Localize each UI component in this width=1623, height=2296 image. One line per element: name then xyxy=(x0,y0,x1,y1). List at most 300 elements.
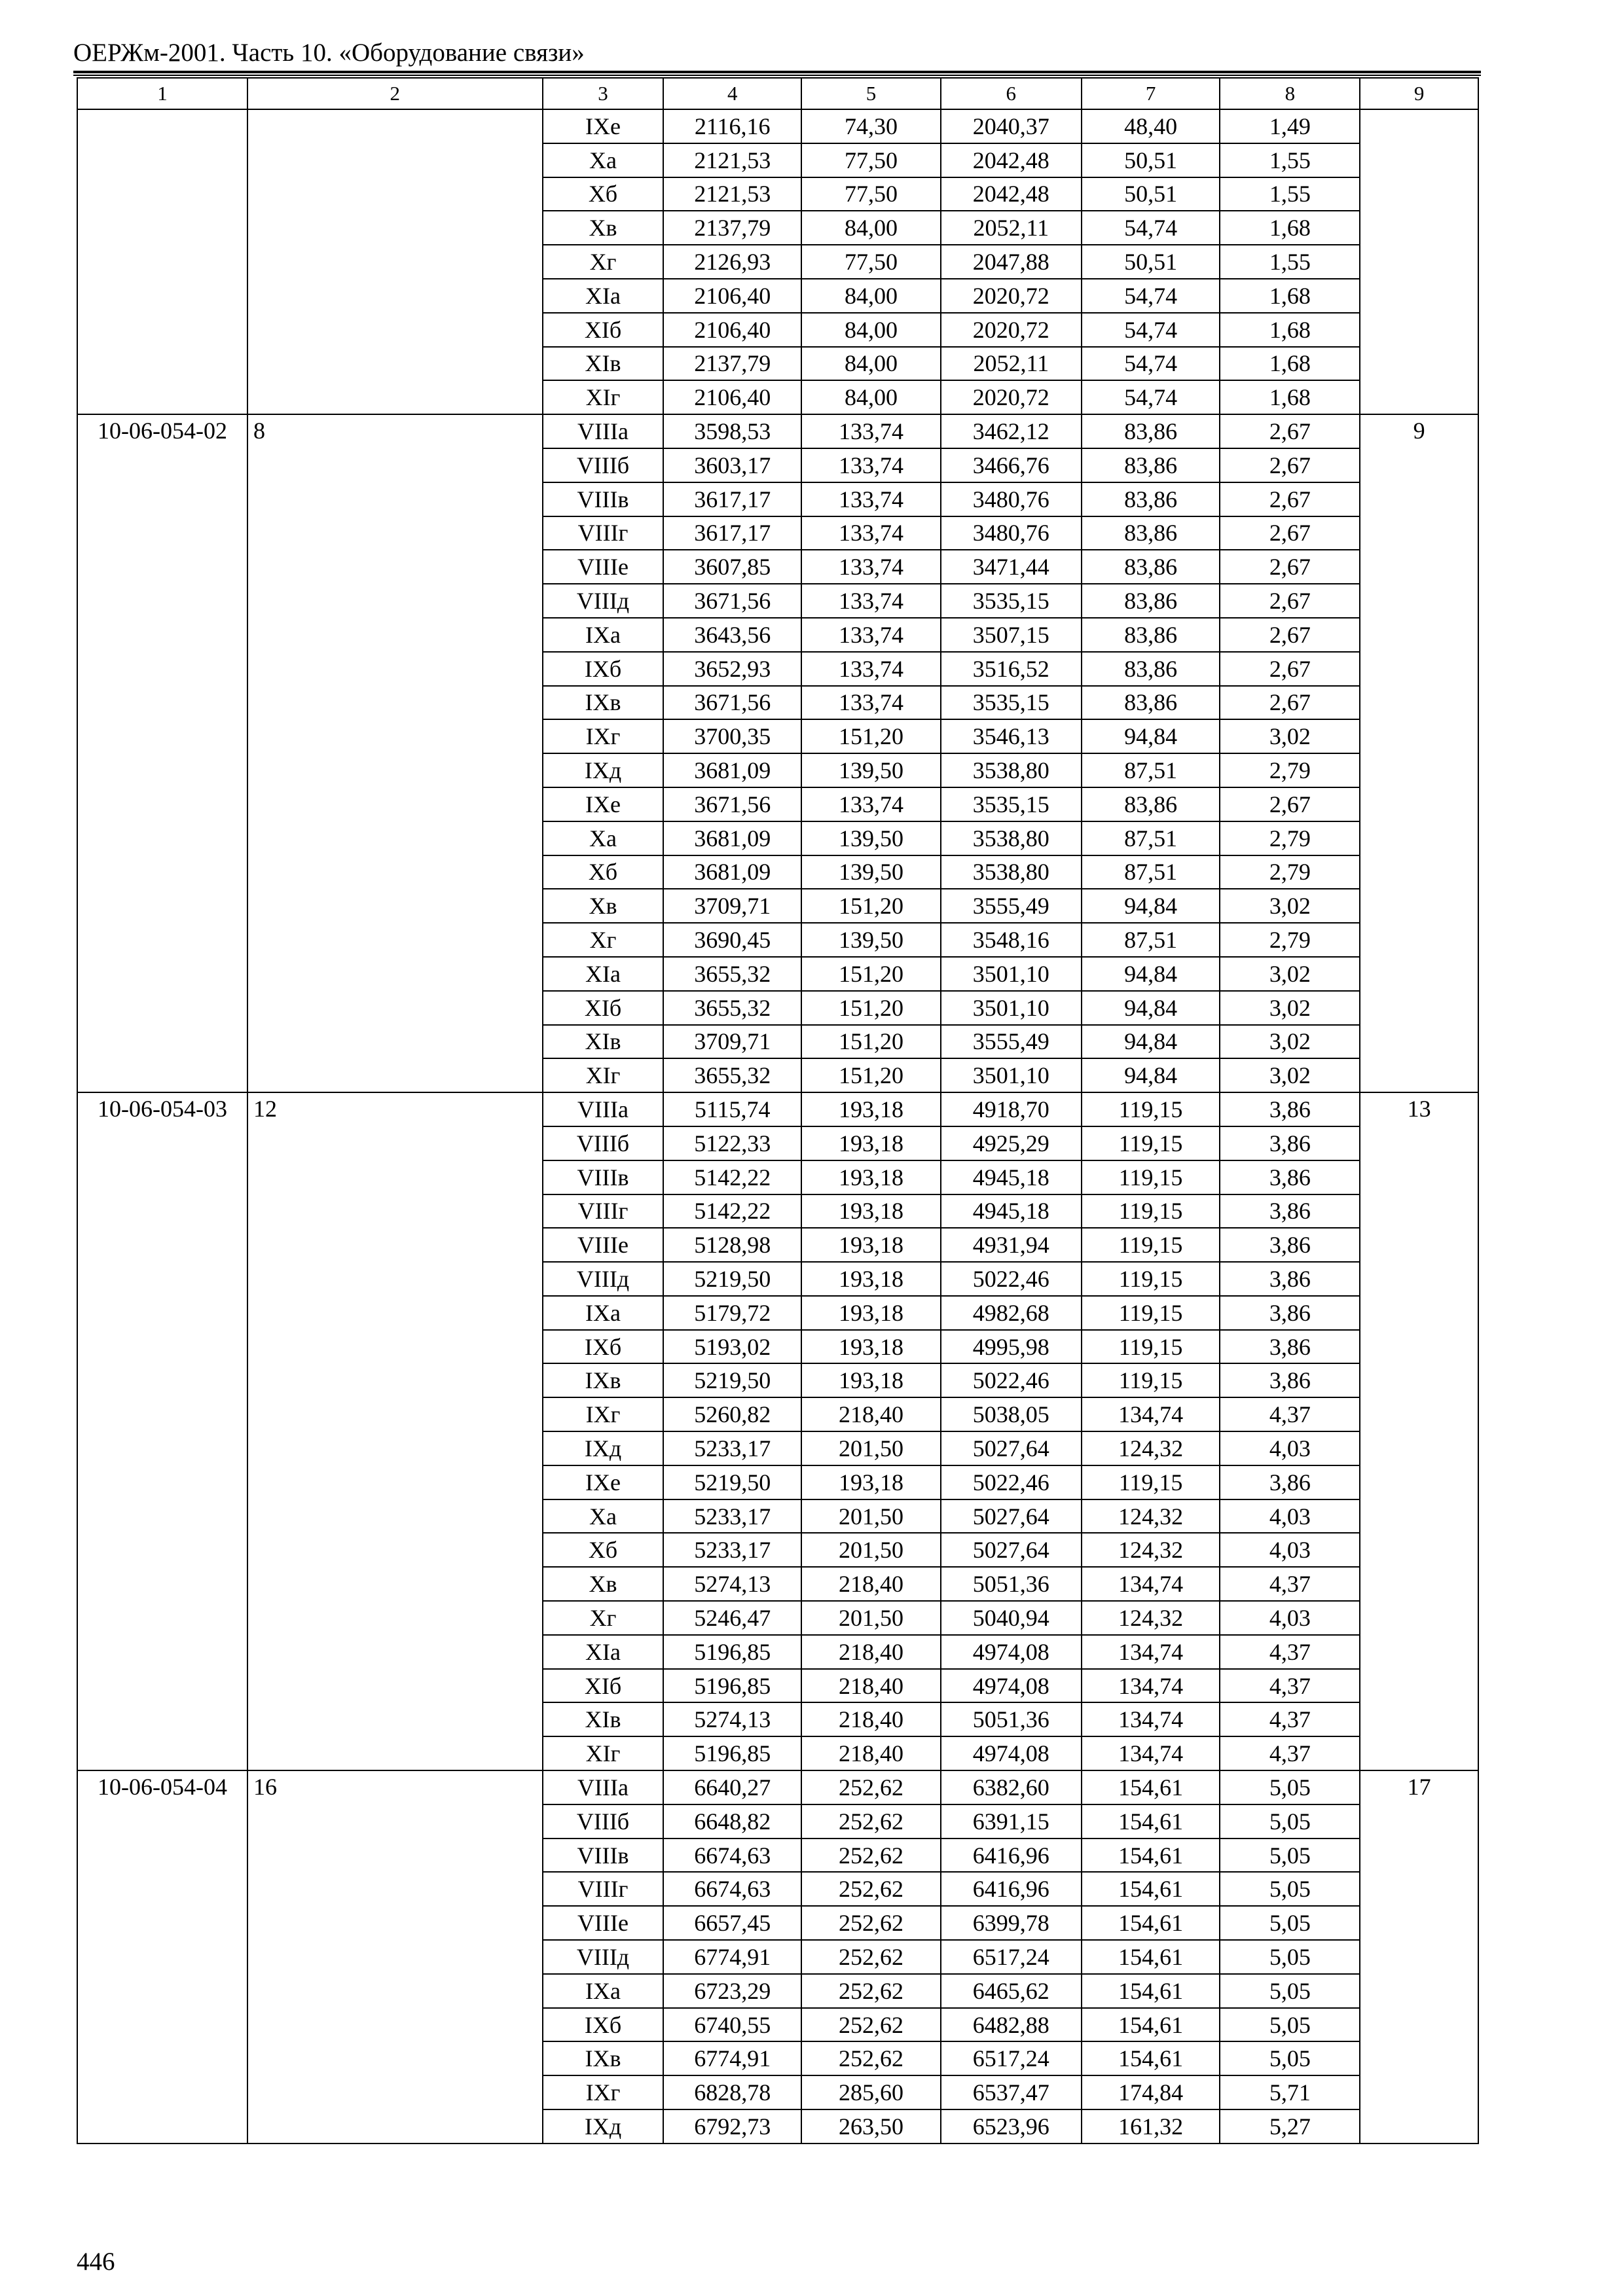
cost-equipment-cell: 3466,76 xyxy=(941,448,1082,482)
labor-hours-cell: 54,74 xyxy=(1082,380,1220,414)
labor-hours-cell: 87,51 xyxy=(1082,923,1220,957)
cost-total-cell: 3603,17 xyxy=(663,448,801,482)
cost-wages-cell: 201,50 xyxy=(801,1533,941,1567)
cost-wages-cell: 84,00 xyxy=(801,380,941,414)
cost-equipment-cell: 4918,70 xyxy=(941,1092,1082,1126)
cost-wages-cell: 201,50 xyxy=(801,1499,941,1534)
cost-total-cell: 5219,50 xyxy=(663,1262,801,1296)
cost-equipment-cell: 4995,98 xyxy=(941,1330,1082,1364)
cost-wages-cell: 285,60 xyxy=(801,2075,941,2109)
cost-wages-cell: 133,74 xyxy=(801,414,941,448)
machine-hours-cell: 5,05 xyxy=(1220,1770,1360,1804)
cost-total-cell: 2106,40 xyxy=(663,279,801,313)
machine-hours-cell: 4,37 xyxy=(1220,1736,1360,1770)
zone-cell: Xг xyxy=(543,1601,664,1635)
table-row xyxy=(77,414,1478,448)
cost-total-cell: 6648,82 xyxy=(663,1804,801,1839)
zone-cell: Xв xyxy=(543,211,664,245)
zone-cell: VIIIа xyxy=(543,1770,664,1804)
cost-equipment-cell: 3471,44 xyxy=(941,550,1082,584)
labor-hours-cell: 83,86 xyxy=(1082,584,1220,618)
machine-hours-cell: 3,86 xyxy=(1220,1126,1360,1160)
machine-hours-cell: 2,67 xyxy=(1220,584,1360,618)
machine-hours-cell: 1,68 xyxy=(1220,347,1360,381)
machine-hours-cell: 1,68 xyxy=(1220,313,1360,347)
cost-wages-cell: 84,00 xyxy=(801,347,941,381)
machine-hours-cell: 2,67 xyxy=(1220,787,1360,821)
cost-equipment-cell: 3480,76 xyxy=(941,482,1082,516)
zone-cell: VIIIг xyxy=(543,516,664,550)
machine-hours-cell: 5,05 xyxy=(1220,1839,1360,1873)
cost-equipment-cell: 2052,11 xyxy=(941,211,1082,245)
cost-wages-cell: 218,40 xyxy=(801,1702,941,1736)
labor-hours-cell: 87,51 xyxy=(1082,753,1220,787)
cost-wages-cell: 252,62 xyxy=(801,1906,941,1940)
zone-cell: XIа xyxy=(543,957,664,991)
cost-equipment-cell: 3538,80 xyxy=(941,753,1082,787)
zone-cell: VIIIв xyxy=(543,1160,664,1194)
cost-wages-cell: 77,50 xyxy=(801,177,941,211)
cost-total-cell: 2106,40 xyxy=(663,313,801,347)
cost-total-cell: 5196,85 xyxy=(663,1736,801,1770)
machine-hours-cell: 2,67 xyxy=(1220,414,1360,448)
labor-hours-cell: 161,32 xyxy=(1082,2109,1220,2144)
labor-hours-cell: 154,61 xyxy=(1082,2008,1220,2042)
column-number: 7 xyxy=(1082,78,1220,109)
machine-hours-cell: 5,05 xyxy=(1220,1940,1360,1974)
zone-cell: VIIIе xyxy=(543,1228,664,1262)
labor-hours-cell: 119,15 xyxy=(1082,1363,1220,1397)
cost-equipment-cell: 6523,96 xyxy=(941,2109,1082,2144)
cost-wages-cell: 133,74 xyxy=(801,516,941,550)
labor-hours-cell: 119,15 xyxy=(1082,1262,1220,1296)
machine-hours-cell: 4,03 xyxy=(1220,1533,1360,1567)
labor-hours-cell: 50,51 xyxy=(1082,143,1220,177)
cost-wages-cell: 133,74 xyxy=(801,584,941,618)
machine-hours-cell: 3,02 xyxy=(1220,1058,1360,1092)
labor-hours-cell: 119,15 xyxy=(1082,1194,1220,1229)
cost-equipment-cell: 2020,72 xyxy=(941,279,1082,313)
cost-wages-cell: 151,20 xyxy=(801,1025,941,1059)
machine-hours-cell: 4,37 xyxy=(1220,1635,1360,1669)
cost-wages-cell: 133,74 xyxy=(801,787,941,821)
cost-equipment-cell: 4945,18 xyxy=(941,1160,1082,1194)
machine-hours-cell: 3,02 xyxy=(1220,991,1360,1025)
machine-hours-cell: 3,86 xyxy=(1220,1228,1360,1262)
zone-cell: IXв xyxy=(543,1363,664,1397)
cost-total-cell: 6774,91 xyxy=(663,1940,801,1974)
cost-equipment-cell: 4974,08 xyxy=(941,1635,1082,1669)
machine-hours-cell: 5,05 xyxy=(1220,1804,1360,1839)
cost-wages-cell: 201,50 xyxy=(801,1431,941,1465)
cost-wages-cell: 139,50 xyxy=(801,923,941,957)
cost-wages-cell: 133,74 xyxy=(801,618,941,652)
zone-cell: IXе xyxy=(543,1465,664,1499)
labor-hours-cell: 87,51 xyxy=(1082,855,1220,889)
cost-wages-cell: 133,74 xyxy=(801,448,941,482)
column-number: 2 xyxy=(247,78,543,109)
zone-cell: VIIIд xyxy=(543,1940,664,1974)
labor-hours-cell: 83,86 xyxy=(1082,686,1220,720)
cost-equipment-cell: 5027,64 xyxy=(941,1499,1082,1534)
zone-cell: XIб xyxy=(543,991,664,1025)
column-number: 4 xyxy=(663,78,801,109)
cost-total-cell: 2116,16 xyxy=(663,109,801,143)
labor-hours-cell: 124,32 xyxy=(1082,1601,1220,1635)
cost-wages-cell: 133,74 xyxy=(801,652,941,686)
cost-total-cell: 6792,73 xyxy=(663,2109,801,2144)
reference-cell: 16 xyxy=(247,1770,543,2144)
labor-hours-cell: 154,61 xyxy=(1082,1770,1220,1804)
cost-total-cell: 5246,47 xyxy=(663,1601,801,1635)
cost-equipment-cell: 6416,96 xyxy=(941,1872,1082,1906)
table-row xyxy=(77,109,1478,143)
cost-total-cell: 5115,74 xyxy=(663,1092,801,1126)
labor-hours-cell: 134,74 xyxy=(1082,1567,1220,1601)
zone-cell: VIIIа xyxy=(543,1092,664,1126)
zone-cell: IXе xyxy=(543,787,664,821)
cost-wages-cell: 252,62 xyxy=(801,1770,941,1804)
labor-hours-cell: 94,84 xyxy=(1082,719,1220,753)
cost-equipment-cell: 3462,12 xyxy=(941,414,1082,448)
cost-wages-cell: 252,62 xyxy=(801,1974,941,2008)
cost-total-cell: 3700,35 xyxy=(663,719,801,753)
zone-cell: VIIIд xyxy=(543,1262,664,1296)
reference-cell xyxy=(247,109,543,414)
cost-wages-cell: 252,62 xyxy=(801,2041,941,2075)
cost-equipment-cell: 3538,80 xyxy=(941,821,1082,855)
zone-cell: Xа xyxy=(543,1499,664,1534)
machine-hours-cell: 4,37 xyxy=(1220,1397,1360,1431)
machine-hours-cell: 2,67 xyxy=(1220,652,1360,686)
zone-cell: IXг xyxy=(543,2075,664,2109)
labor-hours-cell: 134,74 xyxy=(1082,1397,1220,1431)
zone-cell: Xв xyxy=(543,889,664,923)
cost-equipment-cell: 3555,49 xyxy=(941,1025,1082,1059)
cost-equipment-cell: 6482,88 xyxy=(941,2008,1082,2042)
machine-hours-cell: 4,37 xyxy=(1220,1669,1360,1703)
cost-total-cell: 6640,27 xyxy=(663,1770,801,1804)
machine-hours-cell: 2,67 xyxy=(1220,448,1360,482)
cost-equipment-cell: 4925,29 xyxy=(941,1126,1082,1160)
labor-hours-cell: 174,84 xyxy=(1082,2075,1220,2109)
zone-cell: XIв xyxy=(543,1025,664,1059)
cost-equipment-cell: 5038,05 xyxy=(941,1397,1082,1431)
cost-equipment-cell: 3507,15 xyxy=(941,618,1082,652)
labor-hours-cell: 83,86 xyxy=(1082,652,1220,686)
table-body xyxy=(77,78,1478,2144)
cost-wages-cell: 133,74 xyxy=(801,550,941,584)
rates-table xyxy=(77,77,1479,2144)
cost-equipment-cell: 6517,24 xyxy=(941,2041,1082,2075)
labor-hours-cell: 134,74 xyxy=(1082,1669,1220,1703)
cost-total-cell: 6774,91 xyxy=(663,2041,801,2075)
cost-equipment-cell: 3480,76 xyxy=(941,516,1082,550)
cost-wages-cell: 193,18 xyxy=(801,1092,941,1126)
cost-total-cell: 5233,17 xyxy=(663,1431,801,1465)
zone-cell: IXг xyxy=(543,719,664,753)
labor-hours-cell: 154,61 xyxy=(1082,1906,1220,1940)
cost-wages-cell: 193,18 xyxy=(801,1465,941,1499)
zone-cell: Xв xyxy=(543,1567,664,1601)
cost-wages-cell: 193,18 xyxy=(801,1330,941,1364)
cost-equipment-cell: 5051,36 xyxy=(941,1702,1082,1736)
machine-hours-cell: 5,71 xyxy=(1220,2075,1360,2109)
cost-wages-cell: 193,18 xyxy=(801,1363,941,1397)
machine-hours-cell: 4,37 xyxy=(1220,1702,1360,1736)
cost-equipment-cell: 3546,13 xyxy=(941,719,1082,753)
cost-total-cell: 5260,82 xyxy=(663,1397,801,1431)
cost-wages-cell: 218,40 xyxy=(801,1669,941,1703)
labor-hours-cell: 134,74 xyxy=(1082,1702,1220,1736)
column-number: 9 xyxy=(1360,78,1478,109)
column-number: 3 xyxy=(543,78,664,109)
machine-hours-cell: 2,67 xyxy=(1220,550,1360,584)
labor-hours-cell: 154,61 xyxy=(1082,1804,1220,1839)
zone-cell: VIIIв xyxy=(543,1839,664,1873)
cost-equipment-cell: 2020,72 xyxy=(941,313,1082,347)
cost-equipment-cell: 5027,64 xyxy=(941,1431,1082,1465)
cost-equipment-cell: 2052,11 xyxy=(941,347,1082,381)
zone-cell: VIIIд xyxy=(543,584,664,618)
cost-wages-cell: 151,20 xyxy=(801,889,941,923)
labor-hours-cell: 119,15 xyxy=(1082,1092,1220,1126)
labor-hours-cell: 119,15 xyxy=(1082,1296,1220,1330)
cost-total-cell: 3643,56 xyxy=(663,618,801,652)
cost-equipment-cell: 5051,36 xyxy=(941,1567,1082,1601)
cost-total-cell: 5128,98 xyxy=(663,1228,801,1262)
labor-hours-cell: 83,86 xyxy=(1082,414,1220,448)
cost-total-cell: 2121,53 xyxy=(663,143,801,177)
machine-hours-cell: 3,86 xyxy=(1220,1465,1360,1499)
machine-hours-cell: 3,02 xyxy=(1220,889,1360,923)
zone-cell: VIIIв xyxy=(543,482,664,516)
zone-cell: Xа xyxy=(543,821,664,855)
cost-total-cell: 6740,55 xyxy=(663,2008,801,2042)
cost-total-cell: 3681,09 xyxy=(663,855,801,889)
column-number-row xyxy=(77,78,1478,109)
machine-hours-cell: 5,05 xyxy=(1220,1872,1360,1906)
machine-hours-cell: 3,86 xyxy=(1220,1330,1360,1364)
labor-hours-cell: 154,61 xyxy=(1082,1839,1220,1873)
zone-cell: IXд xyxy=(543,1431,664,1465)
zone-cell: XIб xyxy=(543,313,664,347)
zone-cell: IXа xyxy=(543,618,664,652)
zone-cell: IXв xyxy=(543,2041,664,2075)
cost-wages-cell: 201,50 xyxy=(801,1601,941,1635)
cost-equipment-cell: 2042,48 xyxy=(941,177,1082,211)
machine-hours-cell: 1,68 xyxy=(1220,279,1360,313)
cost-wages-cell: 218,40 xyxy=(801,1567,941,1601)
zone-cell: IXв xyxy=(543,686,664,720)
cost-equipment-cell: 2020,72 xyxy=(941,380,1082,414)
machine-hours-cell: 5,05 xyxy=(1220,2041,1360,2075)
labor-hours-cell: 87,51 xyxy=(1082,821,1220,855)
machine-hours-cell: 1,49 xyxy=(1220,109,1360,143)
machine-hours-cell: 2,79 xyxy=(1220,753,1360,787)
cost-wages-cell: 151,20 xyxy=(801,719,941,753)
labor-hours-cell: 54,74 xyxy=(1082,279,1220,313)
cost-total-cell: 2121,53 xyxy=(663,177,801,211)
column-number: 8 xyxy=(1220,78,1360,109)
zone-cell: VIIIг xyxy=(543,1194,664,1229)
machine-hours-cell: 3,02 xyxy=(1220,719,1360,753)
column-number: 1 xyxy=(77,78,247,109)
machine-hours-cell: 2,79 xyxy=(1220,855,1360,889)
cost-total-cell: 3681,09 xyxy=(663,821,801,855)
cost-wages-cell: 252,62 xyxy=(801,1940,941,1974)
cost-wages-cell: 84,00 xyxy=(801,211,941,245)
cost-equipment-cell: 4945,18 xyxy=(941,1194,1082,1229)
cost-equipment-cell: 3501,10 xyxy=(941,957,1082,991)
cost-total-cell: 3690,45 xyxy=(663,923,801,957)
cost-total-cell: 5274,13 xyxy=(663,1567,801,1601)
zone-cell: Xб xyxy=(543,177,664,211)
cost-total-cell: 3709,71 xyxy=(663,889,801,923)
labor-hours-cell: 154,61 xyxy=(1082,1940,1220,1974)
zone-cell: Xг xyxy=(543,923,664,957)
rate-code-cell: 10-06-054-04 xyxy=(77,1770,247,2144)
cost-equipment-cell: 3555,49 xyxy=(941,889,1082,923)
machine-hours-cell: 3,02 xyxy=(1220,957,1360,991)
reference-cell: 8 xyxy=(247,414,543,1092)
cost-equipment-cell: 6537,47 xyxy=(941,2075,1082,2109)
cost-wages-cell: 84,00 xyxy=(801,279,941,313)
machine-hours-cell: 3,86 xyxy=(1220,1296,1360,1330)
cost-total-cell: 5233,17 xyxy=(663,1499,801,1534)
cost-equipment-cell: 5022,46 xyxy=(941,1465,1082,1499)
labor-hours-cell: 124,32 xyxy=(1082,1499,1220,1534)
cost-wages-cell: 218,40 xyxy=(801,1635,941,1669)
labor-hours-cell: 119,15 xyxy=(1082,1126,1220,1160)
zone-cell: IXг xyxy=(543,1397,664,1431)
labor-hours-cell: 94,84 xyxy=(1082,957,1220,991)
cost-equipment-cell: 6382,60 xyxy=(941,1770,1082,1804)
cost-wages-cell: 139,50 xyxy=(801,821,941,855)
machine-hours-cell: 4,37 xyxy=(1220,1567,1360,1601)
machine-hours-cell: 3,86 xyxy=(1220,1160,1360,1194)
reference-cell: 12 xyxy=(247,1092,543,1770)
machine-hours-cell: 4,03 xyxy=(1220,1499,1360,1534)
cost-total-cell: 5179,72 xyxy=(663,1296,801,1330)
zone-cell: Xг xyxy=(543,245,664,279)
machine-hours-cell: 2,79 xyxy=(1220,821,1360,855)
labor-hours-cell: 83,86 xyxy=(1082,618,1220,652)
cost-total-cell: 5274,13 xyxy=(663,1702,801,1736)
zone-cell: IXа xyxy=(543,1296,664,1330)
labor-hours-cell: 50,51 xyxy=(1082,177,1220,211)
labor-hours-cell: 94,84 xyxy=(1082,889,1220,923)
cost-total-cell: 3671,56 xyxy=(663,584,801,618)
zone-cell: VIIIе xyxy=(543,550,664,584)
cost-total-cell: 3655,32 xyxy=(663,957,801,991)
zone-cell: IXб xyxy=(543,2008,664,2042)
cost-equipment-cell: 3535,15 xyxy=(941,584,1082,618)
cost-wages-cell: 252,62 xyxy=(801,1839,941,1873)
cost-equipment-cell: 6391,15 xyxy=(941,1804,1082,1839)
cost-wages-cell: 193,18 xyxy=(801,1296,941,1330)
machine-hours-cell: 5,27 xyxy=(1220,2109,1360,2144)
labor-hours-cell: 119,15 xyxy=(1082,1330,1220,1364)
zone-cell: XIб xyxy=(543,1669,664,1703)
labor-hours-cell: 154,61 xyxy=(1082,1974,1220,2008)
labor-hours-cell: 119,15 xyxy=(1082,1228,1220,1262)
result-cell: 13 xyxy=(1360,1092,1478,1770)
cost-total-cell: 6674,63 xyxy=(663,1839,801,1873)
machine-hours-cell: 4,03 xyxy=(1220,1601,1360,1635)
labor-hours-cell: 54,74 xyxy=(1082,347,1220,381)
cost-wages-cell: 77,50 xyxy=(801,245,941,279)
zone-cell: XIг xyxy=(543,1736,664,1770)
cost-equipment-cell: 4982,68 xyxy=(941,1296,1082,1330)
cost-wages-cell: 193,18 xyxy=(801,1160,941,1194)
cost-wages-cell: 84,00 xyxy=(801,313,941,347)
zone-cell: XIв xyxy=(543,347,664,381)
header-rule xyxy=(73,75,1481,76)
zone-cell: Xб xyxy=(543,855,664,889)
cost-wages-cell: 193,18 xyxy=(801,1228,941,1262)
zone-cell: IXе xyxy=(543,109,664,143)
cost-equipment-cell: 4974,08 xyxy=(941,1669,1082,1703)
machine-hours-cell: 3,86 xyxy=(1220,1092,1360,1126)
cost-total-cell: 3681,09 xyxy=(663,753,801,787)
machine-hours-cell: 2,67 xyxy=(1220,618,1360,652)
machine-hours-cell: 4,03 xyxy=(1220,1431,1360,1465)
table-row xyxy=(77,1092,1478,1126)
machine-hours-cell: 5,05 xyxy=(1220,1906,1360,1940)
zone-cell: XIг xyxy=(543,1058,664,1092)
cost-total-cell: 5219,50 xyxy=(663,1363,801,1397)
cost-wages-cell: 193,18 xyxy=(801,1262,941,1296)
machine-hours-cell: 2,79 xyxy=(1220,923,1360,957)
cost-total-cell: 5219,50 xyxy=(663,1465,801,1499)
table-row xyxy=(77,1770,1478,1804)
zone-cell: VIIIе xyxy=(543,1906,664,1940)
machine-hours-cell: 2,67 xyxy=(1220,482,1360,516)
column-number: 5 xyxy=(801,78,941,109)
cost-wages-cell: 218,40 xyxy=(801,1397,941,1431)
labor-hours-cell: 94,84 xyxy=(1082,1025,1220,1059)
cost-total-cell: 3655,32 xyxy=(663,1058,801,1092)
labor-hours-cell: 124,32 xyxy=(1082,1533,1220,1567)
cost-equipment-cell: 6399,78 xyxy=(941,1906,1082,1940)
cost-equipment-cell: 2047,88 xyxy=(941,245,1082,279)
cost-equipment-cell: 3516,52 xyxy=(941,652,1082,686)
machine-hours-cell: 1,55 xyxy=(1220,245,1360,279)
cost-equipment-cell: 3501,10 xyxy=(941,991,1082,1025)
zone-cell: VIIIб xyxy=(543,1804,664,1839)
machine-hours-cell: 1,55 xyxy=(1220,143,1360,177)
cost-wages-cell: 252,62 xyxy=(801,2008,941,2042)
cost-wages-cell: 139,50 xyxy=(801,855,941,889)
cost-equipment-cell: 5040,94 xyxy=(941,1601,1082,1635)
cost-total-cell: 2126,93 xyxy=(663,245,801,279)
cost-total-cell: 3617,17 xyxy=(663,482,801,516)
page-number: 446 xyxy=(77,2248,115,2276)
cost-total-cell: 3652,93 xyxy=(663,652,801,686)
cost-wages-cell: 77,50 xyxy=(801,143,941,177)
zone-cell: IXб xyxy=(543,1330,664,1364)
cost-equipment-cell: 3501,10 xyxy=(941,1058,1082,1092)
cost-equipment-cell: 4931,94 xyxy=(941,1228,1082,1262)
machine-hours-cell: 1,55 xyxy=(1220,177,1360,211)
cost-total-cell: 5193,02 xyxy=(663,1330,801,1364)
cost-equipment-cell: 2042,48 xyxy=(941,143,1082,177)
labor-hours-cell: 54,74 xyxy=(1082,211,1220,245)
labor-hours-cell: 154,61 xyxy=(1082,2041,1220,2075)
machine-hours-cell: 2,67 xyxy=(1220,516,1360,550)
cost-total-cell: 6657,45 xyxy=(663,1906,801,1940)
